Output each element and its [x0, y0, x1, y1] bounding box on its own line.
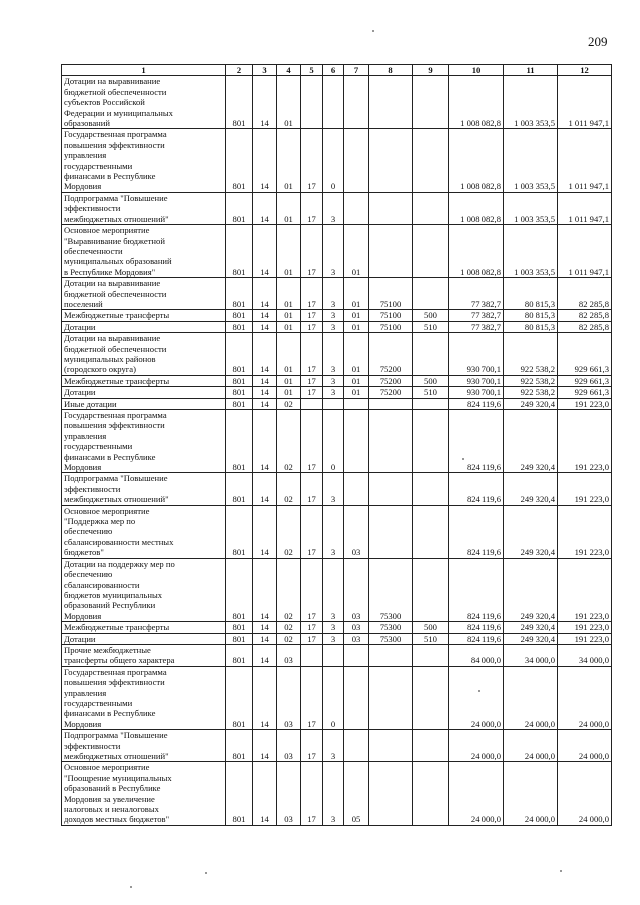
subprogram-code: [323, 76, 344, 129]
direction-code: 75200: [369, 375, 413, 386]
subsection-code: 02: [277, 398, 301, 409]
subsection-code: 01: [277, 375, 301, 386]
admin-code: 801: [226, 644, 253, 666]
amount-year-1: 824 119,6: [449, 622, 504, 633]
admin-code: 801: [226, 505, 253, 558]
amount-year-3: 191 223,0: [558, 473, 612, 505]
page-number: 209: [588, 34, 608, 49]
amount-year-1: 824 119,6: [449, 473, 504, 505]
row-name: Дотации на выравнивание бюджетной обеспеченности муниципальных районов (городского округа): [62, 333, 226, 376]
program-code: 17: [301, 225, 323, 278]
amount-year-2: 1 003 353,5: [504, 129, 558, 192]
subprogram-code: 3: [323, 387, 344, 398]
program-code: 17: [301, 375, 323, 386]
amount-year-2: 1 003 353,5: [504, 76, 558, 129]
program-code: [301, 398, 323, 409]
direction-code: [369, 129, 413, 192]
subprogram-code: 3: [323, 375, 344, 386]
amount-year-2: 1 003 353,5: [504, 225, 558, 278]
subprogram-code: 3: [323, 310, 344, 321]
expense-type-code: [413, 76, 449, 129]
scan-speck: [205, 872, 207, 874]
scan-speck: [130, 886, 132, 888]
amount-year-1: 84 000,0: [449, 644, 504, 666]
measure-code: 03: [344, 505, 369, 558]
table-row: [62, 375, 612, 386]
scan-speck: [372, 30, 374, 32]
measure-code: [344, 129, 369, 192]
row-name: Подпрограмма "Повышение эффективности межбюджетных отношений": [62, 192, 226, 224]
amount-year-2: 1 003 353,5: [504, 192, 558, 224]
column-number: 6: [323, 65, 344, 76]
amount-year-1: 24 000,0: [449, 730, 504, 762]
column-number: 2: [226, 65, 253, 76]
program-code: 17: [301, 666, 323, 729]
table-row: [62, 410, 612, 473]
expense-type-code: 510: [413, 387, 449, 398]
amount-year-3: 191 223,0: [558, 622, 612, 633]
admin-code: 801: [226, 310, 253, 321]
scan-speck: [462, 458, 464, 460]
direction-code: [369, 410, 413, 473]
amount-year-2: 249 320,4: [504, 505, 558, 558]
subsection-code: 02: [277, 505, 301, 558]
measure-code: 01: [344, 375, 369, 386]
amount-year-1: 930 700,1: [449, 387, 504, 398]
expense-type-code: [413, 666, 449, 729]
direction-code: 75300: [369, 622, 413, 633]
column-number: 1: [62, 65, 226, 76]
column-number: 9: [413, 65, 449, 76]
amount-year-1: 930 700,1: [449, 375, 504, 386]
admin-code: 801: [226, 375, 253, 386]
admin-code: 801: [226, 398, 253, 409]
admin-code: 801: [226, 410, 253, 473]
column-number: 11: [504, 65, 558, 76]
table-row: [62, 666, 612, 729]
amount-year-3: 24 000,0: [558, 666, 612, 729]
subsection-code: 01: [277, 333, 301, 376]
amount-year-1: 1 008 082,8: [449, 192, 504, 224]
section-code: 14: [253, 762, 277, 825]
scan-speck: [560, 870, 562, 872]
subprogram-code: 3: [323, 321, 344, 332]
amount-year-3: 929 661,3: [558, 333, 612, 376]
section-code: 14: [253, 666, 277, 729]
admin-code: 801: [226, 192, 253, 224]
amount-year-2: 24 000,0: [504, 762, 558, 825]
table-row: [62, 558, 612, 621]
measure-code: [344, 730, 369, 762]
program-code: [301, 644, 323, 666]
subsection-code: 03: [277, 666, 301, 729]
subprogram-code: 3: [323, 473, 344, 505]
expense-type-code: [413, 333, 449, 376]
program-code: 17: [301, 192, 323, 224]
expense-type-code: 510: [413, 321, 449, 332]
amount-year-1: 824 119,6: [449, 558, 504, 621]
table-row: [62, 473, 612, 505]
subprogram-code: [323, 644, 344, 666]
program-code: 17: [301, 129, 323, 192]
subprogram-code: 3: [323, 505, 344, 558]
row-name: Подпрограмма "Повышение эффективности межбюджетных отношений": [62, 473, 226, 505]
subsection-code: 01: [277, 321, 301, 332]
subprogram-code: 0: [323, 666, 344, 729]
table-row: [62, 192, 612, 224]
row-name: Дотации: [62, 321, 226, 332]
direction-code: 75100: [369, 278, 413, 310]
measure-code: 01: [344, 321, 369, 332]
subprogram-code: 0: [323, 129, 344, 192]
subprogram-code: 3: [323, 622, 344, 633]
program-code: 17: [301, 387, 323, 398]
amount-year-1: 77 382,7: [449, 310, 504, 321]
subprogram-code: [323, 398, 344, 409]
admin-code: 801: [226, 129, 253, 192]
table-row: [62, 278, 612, 310]
amount-year-1: 77 382,7: [449, 278, 504, 310]
section-code: 14: [253, 622, 277, 633]
table-row: [62, 730, 612, 762]
amount-year-2: 249 320,4: [504, 410, 558, 473]
amount-year-2: 80 815,3: [504, 310, 558, 321]
admin-code: 801: [226, 622, 253, 633]
direction-code: [369, 644, 413, 666]
amount-year-1: 24 000,0: [449, 762, 504, 825]
section-code: 14: [253, 473, 277, 505]
subsection-code: 02: [277, 633, 301, 644]
amount-year-3: 34 000,0: [558, 644, 612, 666]
section-code: 14: [253, 558, 277, 621]
expense-type-code: [413, 410, 449, 473]
direction-code: [369, 225, 413, 278]
admin-code: 801: [226, 558, 253, 621]
subsection-code: 01: [277, 310, 301, 321]
admin-code: 801: [226, 666, 253, 729]
measure-code: 01: [344, 310, 369, 321]
amount-year-3: 1 011 947,1: [558, 192, 612, 224]
expense-type-code: [413, 558, 449, 621]
expense-type-code: [413, 505, 449, 558]
measure-code: [344, 398, 369, 409]
subprogram-code: 3: [323, 225, 344, 278]
amount-year-2: 34 000,0: [504, 644, 558, 666]
admin-code: 801: [226, 633, 253, 644]
admin-code: 801: [226, 225, 253, 278]
amount-year-1: 77 382,7: [449, 321, 504, 332]
direction-code: 75200: [369, 387, 413, 398]
column-number-row: [62, 65, 612, 76]
table-row: [62, 387, 612, 398]
subsection-code: 01: [277, 129, 301, 192]
row-name: Иные дотации: [62, 398, 226, 409]
direction-code: 75100: [369, 321, 413, 332]
amount-year-2: 249 320,4: [504, 398, 558, 409]
table-row: [62, 505, 612, 558]
expense-type-code: [413, 762, 449, 825]
measure-code: [344, 410, 369, 473]
direction-code: [369, 473, 413, 505]
direction-code: 75100: [369, 310, 413, 321]
subprogram-code: 3: [323, 192, 344, 224]
program-code: 17: [301, 333, 323, 376]
amount-year-1: 1 008 082,8: [449, 225, 504, 278]
row-name: Прочие межбюджетные трансферты общего характера: [62, 644, 226, 666]
column-number: 12: [558, 65, 612, 76]
table-row: [62, 333, 612, 376]
row-name: Межбюджетные трансферты: [62, 375, 226, 386]
scan-speck: [478, 690, 480, 692]
program-code: 17: [301, 321, 323, 332]
table-row: [62, 622, 612, 633]
amount-year-2: 249 320,4: [504, 633, 558, 644]
row-name: Основное мероприятие "Поощрение муниципальных образований в Республике Мордовия за увеличение налоговых и неналоговых доходов местных бюджетов": [62, 762, 226, 825]
expense-type-code: 510: [413, 633, 449, 644]
measure-code: 01: [344, 225, 369, 278]
column-number: 4: [277, 65, 301, 76]
expense-type-code: [413, 192, 449, 224]
direction-code: [369, 730, 413, 762]
measure-code: 03: [344, 558, 369, 621]
section-code: 14: [253, 333, 277, 376]
row-name: Дотации на выравнивание бюджетной обеспеченности субъектов Российской Федерации и муниципальных образований: [62, 76, 226, 129]
amount-year-1: 824 119,6: [449, 398, 504, 409]
direction-code: [369, 398, 413, 409]
section-code: 14: [253, 225, 277, 278]
program-code: 17: [301, 505, 323, 558]
table-row: [62, 76, 612, 129]
row-name: Основное мероприятие "Выравнивание бюджетной обеспеченности муниципальных образований в Республике Мордовия": [62, 225, 226, 278]
subsection-code: 02: [277, 473, 301, 505]
section-code: 14: [253, 644, 277, 666]
amount-year-3: 82 285,8: [558, 278, 612, 310]
amount-year-3: 191 223,0: [558, 505, 612, 558]
measure-code: 01: [344, 387, 369, 398]
subsection-code: 01: [277, 76, 301, 129]
program-code: 17: [301, 558, 323, 621]
section-code: 14: [253, 310, 277, 321]
row-name: Межбюджетные трансферты: [62, 622, 226, 633]
program-code: 17: [301, 730, 323, 762]
column-number: 8: [369, 65, 413, 76]
measure-code: [344, 192, 369, 224]
amount-year-2: 922 538,2: [504, 375, 558, 386]
program-code: 17: [301, 633, 323, 644]
section-code: 14: [253, 387, 277, 398]
section-code: 14: [253, 398, 277, 409]
row-name: Дотации: [62, 633, 226, 644]
row-name: Государственная программа повышения эффективности управления государственными финансами в Республике Мордовия: [62, 410, 226, 473]
subprogram-code: 3: [323, 633, 344, 644]
expense-type-code: [413, 644, 449, 666]
column-number: 3: [253, 65, 277, 76]
amount-year-1: 824 119,6: [449, 410, 504, 473]
subprogram-code: 3: [323, 762, 344, 825]
row-name: Межбюджетные трансферты: [62, 310, 226, 321]
amount-year-1: 1 008 082,8: [449, 76, 504, 129]
amount-year-3: 929 661,3: [558, 387, 612, 398]
program-code: 17: [301, 310, 323, 321]
table-row: [62, 398, 612, 409]
column-number: 10: [449, 65, 504, 76]
amount-year-1: 824 119,6: [449, 633, 504, 644]
section-code: 14: [253, 192, 277, 224]
subsection-code: 02: [277, 558, 301, 621]
program-code: 17: [301, 278, 323, 310]
table-row: [62, 762, 612, 825]
section-code: 14: [253, 505, 277, 558]
subsection-code: 02: [277, 622, 301, 633]
expense-type-code: [413, 730, 449, 762]
measure-code: [344, 473, 369, 505]
row-name: Государственная программа повышения эффективности управления государственными финансами в Республике Мордовия: [62, 129, 226, 192]
direction-code: [369, 505, 413, 558]
amount-year-3: 929 661,3: [558, 375, 612, 386]
direction-code: [369, 192, 413, 224]
subsection-code: 03: [277, 762, 301, 825]
expense-type-code: [413, 225, 449, 278]
row-name: Государственная программа повышения эффективности управления государственными финансами в Республике Мордовия: [62, 666, 226, 729]
amount-year-3: 191 223,0: [558, 398, 612, 409]
column-number: 5: [301, 65, 323, 76]
admin-code: 801: [226, 473, 253, 505]
amount-year-3: 82 285,8: [558, 321, 612, 332]
measure-code: 05: [344, 762, 369, 825]
subsection-code: 01: [277, 192, 301, 224]
amount-year-3: 1 011 947,1: [558, 76, 612, 129]
subsection-code: 01: [277, 225, 301, 278]
table-row: [62, 321, 612, 332]
direction-code: 75300: [369, 558, 413, 621]
subsection-code: 02: [277, 410, 301, 473]
section-code: 14: [253, 730, 277, 762]
program-code: 17: [301, 622, 323, 633]
amount-year-3: 1 011 947,1: [558, 225, 612, 278]
expense-type-code: [413, 473, 449, 505]
section-code: 14: [253, 76, 277, 129]
admin-code: 801: [226, 76, 253, 129]
subprogram-code: 3: [323, 558, 344, 621]
amount-year-2: 24 000,0: [504, 730, 558, 762]
subsection-code: 01: [277, 387, 301, 398]
amount-year-2: 80 815,3: [504, 321, 558, 332]
admin-code: 801: [226, 278, 253, 310]
program-code: 17: [301, 762, 323, 825]
amount-year-1: 1 008 082,8: [449, 129, 504, 192]
section-code: 14: [253, 410, 277, 473]
amount-year-2: 249 320,4: [504, 558, 558, 621]
program-code: 17: [301, 410, 323, 473]
direction-code: [369, 76, 413, 129]
section-code: 14: [253, 633, 277, 644]
amount-year-2: 249 320,4: [504, 473, 558, 505]
measure-code: 01: [344, 333, 369, 376]
expense-type-code: [413, 398, 449, 409]
amount-year-2: 80 815,3: [504, 278, 558, 310]
expense-type-code: 500: [413, 622, 449, 633]
admin-code: 801: [226, 730, 253, 762]
subsection-code: 03: [277, 644, 301, 666]
admin-code: 801: [226, 762, 253, 825]
direction-code: 75300: [369, 633, 413, 644]
subprogram-code: 3: [323, 730, 344, 762]
subprogram-code: 3: [323, 333, 344, 376]
amount-year-2: 24 000,0: [504, 666, 558, 729]
amount-year-3: 191 223,0: [558, 410, 612, 473]
subsection-code: 01: [277, 278, 301, 310]
measure-code: 03: [344, 633, 369, 644]
section-code: 14: [253, 375, 277, 386]
budget-table: [61, 64, 612, 826]
amount-year-1: 24 000,0: [449, 666, 504, 729]
admin-code: 801: [226, 387, 253, 398]
amount-year-3: 191 223,0: [558, 633, 612, 644]
section-code: 14: [253, 321, 277, 332]
subprogram-code: 0: [323, 410, 344, 473]
amount-year-3: 1 011 947,1: [558, 129, 612, 192]
subprogram-code: 3: [323, 278, 344, 310]
amount-year-2: 249 320,4: [504, 622, 558, 633]
amount-year-3: 82 285,8: [558, 310, 612, 321]
direction-code: [369, 666, 413, 729]
table-row: [62, 225, 612, 278]
row-name: Дотации: [62, 387, 226, 398]
row-name: Дотации на поддержку мер по обеспечению сбалансированности бюджетов муниципальных образований Республики Мордовия: [62, 558, 226, 621]
admin-code: 801: [226, 321, 253, 332]
table-row: [62, 633, 612, 644]
amount-year-1: 930 700,1: [449, 333, 504, 376]
table-row: [62, 129, 612, 192]
measure-code: [344, 666, 369, 729]
expense-type-code: 500: [413, 375, 449, 386]
program-code: 17: [301, 473, 323, 505]
amount-year-3: 24 000,0: [558, 762, 612, 825]
subsection-code: 03: [277, 730, 301, 762]
measure-code: [344, 76, 369, 129]
table-row: [62, 310, 612, 321]
measure-code: 03: [344, 622, 369, 633]
direction-code: 75200: [369, 333, 413, 376]
row-name: Дотации на выравнивание бюджетной обеспеченности поселений: [62, 278, 226, 310]
row-name: Подпрограмма "Повышение эффективности межбюджетных отношений": [62, 730, 226, 762]
direction-code: [369, 762, 413, 825]
row-name: Основное мероприятие "Поддержка мер по обеспечению сбалансированности местных бюджетов": [62, 505, 226, 558]
amount-year-2: 922 538,2: [504, 387, 558, 398]
column-number: 7: [344, 65, 369, 76]
amount-year-1: 824 119,6: [449, 505, 504, 558]
amount-year-3: 191 223,0: [558, 558, 612, 621]
table-row: [62, 644, 612, 666]
section-code: 14: [253, 278, 277, 310]
amount-year-2: 922 538,2: [504, 333, 558, 376]
expense-type-code: [413, 278, 449, 310]
amount-year-3: 24 000,0: [558, 730, 612, 762]
expense-type-code: [413, 129, 449, 192]
program-code: [301, 76, 323, 129]
measure-code: 01: [344, 278, 369, 310]
measure-code: [344, 644, 369, 666]
admin-code: 801: [226, 333, 253, 376]
expense-type-code: 500: [413, 310, 449, 321]
section-code: 14: [253, 129, 277, 192]
